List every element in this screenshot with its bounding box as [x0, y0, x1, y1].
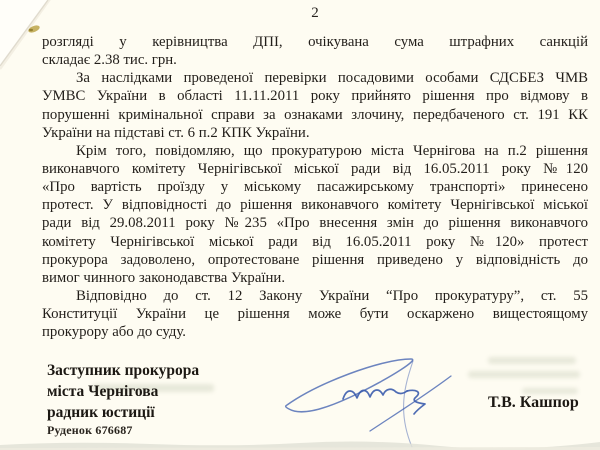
text-line: складає 2.38 тис. грн. [42, 52, 177, 69]
text-line: ради від 29.08.2011 року №235 «Про внесення змін до рішення виконавчого [42, 215, 588, 232]
text-line: УМВС України в області 11.11.2011 року прийнято рішення про відмову в [42, 88, 588, 105]
text-line: «Про вартість проїзду у міському пасажирському транспорті» принесено [42, 179, 588, 196]
signer-name: Т.В. Кашпор [488, 394, 579, 411]
text-line: розгляді у керівництва ДПІ, очікувана сума штрафних санкцій [42, 34, 588, 50]
text-line: Заступник прокурора [47, 362, 200, 379]
text-line: Відповідно до ст. 12 Закону України “Про прокуратуру”, ст. 55 [76, 287, 588, 304]
text-line: комітету Чернігівської міської ради від 16.05.2011 року №120» протест [42, 233, 588, 250]
text-line: прокурору або до суду. [42, 324, 186, 341]
text-line: радник юстиції [47, 403, 155, 421]
signatory-title [47, 361, 277, 423]
text-line: вимог чинного законодавства України. [42, 269, 286, 286]
body-paragraph [42, 287, 588, 341]
document-body [42, 33, 588, 341]
text-line: порушенні кримінальної справи за ознаками злочину, передбаченого ст. 191 КК [42, 106, 588, 123]
scan-artifact [468, 371, 580, 378]
body-paragraph [42, 69, 588, 142]
text-line: України на підставі ст. 6 п.2 КПК України. [42, 124, 310, 141]
page-number: 2 [311, 5, 319, 21]
executor-note: Руденок 676687 [47, 423, 133, 437]
scan-artifact [488, 357, 576, 364]
body-paragraph [42, 33, 588, 69]
text-line: міста Чернігова [47, 382, 159, 400]
text-line: протест. У відповідності до рішення виконавчого комітету Чернігівської міської [42, 197, 588, 214]
text-line: За наслідками проведеної перевірки посадовими особами СДСБЕЗ ЧМВ [76, 70, 588, 87]
text-line: прокурора задоволено, опротестоване рішення приведено у відповідність до [42, 251, 588, 268]
signature-ink [263, 349, 478, 449]
text-line: Конституції України це рішення може бути оскаржено вищестоящому [42, 306, 588, 323]
body-paragraph [42, 142, 588, 287]
scan-bottom-edge [0, 438, 600, 450]
text-line: виконавчого комітету Чернігівської міської ради від 16.05.2011 року №120 [42, 160, 588, 177]
text-line: Крім того, повідомляю, що прокуратурою міста Чернігова на п.2 рішення [76, 142, 588, 159]
